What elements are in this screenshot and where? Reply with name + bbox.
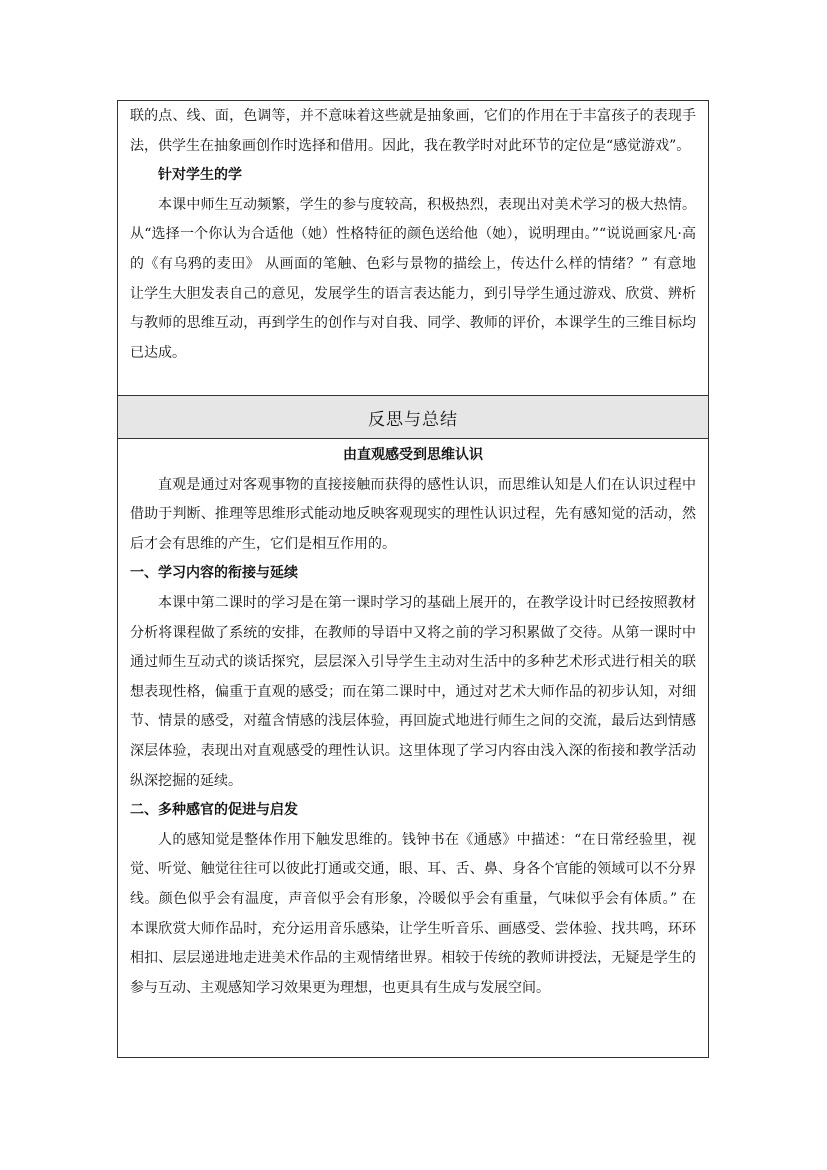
- text-line: 的《有乌鸦的麦田》 从画面的笔触、色彩与景物的描绘上，传达什么样的情绪？” 有意地: [130, 255, 696, 272]
- text-line: 人的感知觉是整体作用下触发思维的。钱钟书在《通感》中描述：“在日常经验里，视: [158, 831, 696, 848]
- section-heading-2: 二、多种感官的促进与启发: [130, 802, 298, 819]
- student-learning-heading: 针对学生的学: [158, 167, 242, 184]
- reflection-summary-header: 反思与总结: [118, 396, 708, 439]
- text-line: 借助于判断、推理等思维形式能动地反映客观现实的理性认识过程，先有感知觉的活动，然: [130, 506, 696, 523]
- text-line: 让学生大胆发表自己的意见，发展学生的语言表达能力，到引导学生通过游戏、欣赏、辨析: [130, 285, 696, 302]
- text-line: 后才会有思维的产生，它们是相互作用的。: [130, 535, 396, 552]
- text-line: 节、情景的感受，对蕴含情感的浅层体验，再回旋式地进行师生之间的交流，最后达到情感: [130, 713, 696, 730]
- text-line: 想表现性格，偏重于直观的感受；而在第二课时中，通过对艺术大师作品的初步认知，对细: [130, 683, 696, 700]
- text-line: 通过师生互动式的谈话探究，层层深入引导学生主动对生活中的多种艺术形式进行相关的联: [130, 654, 696, 671]
- section-heading-1: 一、学习内容的衔接与延续: [130, 565, 298, 582]
- text-line: 已达成。: [130, 344, 186, 361]
- text-line: 法，供学生在抽象画创作时选择和借用。因此，我在教学时对此环节的定位是“感觉游戏”。: [130, 137, 691, 154]
- text-line: 本课中师生互动频繁，学生的参与度较高，积极热烈，表现出对美术学习的极大热情。: [158, 196, 696, 213]
- reflection-content-cell: [118, 439, 708, 1057]
- text-line: 参与互动、主观感知学习效果更为理想，也更具有生成与发展空间。: [130, 979, 550, 996]
- text-line: 从“选择一个你认为合适他（她）性格特征的颜色送给他（她），说明理由。”“说说画家凡·高: [130, 226, 696, 243]
- text-line: 联的点、线、面，色调等，并不意味着这些就是抽象画，它们的作用在于丰富孩子的表现手: [130, 108, 696, 124]
- text-line: 本课中第二课时的学习是在第一课时学习的基础上展开的，在教学设计时已经按照教材: [158, 594, 696, 611]
- text-line: 直观是通过对客观事物的直接接触而获得的感性认识，而思维认知是人们在认识过程中: [158, 476, 696, 493]
- lesson-reflection-table: [117, 100, 709, 1058]
- text-line: 觉、听觉、触觉往往可以彼此打通或交通，眼、耳、舌、鼻、身各个官能的领域可以不分界: [130, 861, 696, 878]
- text-line: 相扣、层层递进地走进美术作品的主观情绪世界。相较于传统的教师讲授法，无疑是学生的: [130, 950, 696, 967]
- text-line: 本课欣赏大师作品时，充分运用音乐感染，让学生听音乐、画感受、尝体验、找共鸣，环环: [130, 920, 696, 937]
- text-line: 线。颜色似乎会有温度，声音似乎会有形象，冷暖似乎会有重量，气味似乎会有体质。” 在: [130, 890, 696, 907]
- text-line: 纵深挖掘的延续。: [130, 772, 242, 789]
- text-line: 深层体验，表现出对直观感受的理性认识。这里体现了学习内容由浅入深的衔接和教学活动: [130, 742, 696, 759]
- text-line: 分析将课程做了系统的安排，在教师的导语中又将之前的学习积累做了交待。从第一课时中: [130, 624, 696, 641]
- text-line: 与教师的思维互动，再到学生的创作与对自我、同学、教师的评价，本课学生的三维目标均: [130, 315, 696, 332]
- reflection-subtitle: 由直观感受到思维认识: [343, 447, 483, 463]
- teaching-analysis-cell: [118, 101, 708, 396]
